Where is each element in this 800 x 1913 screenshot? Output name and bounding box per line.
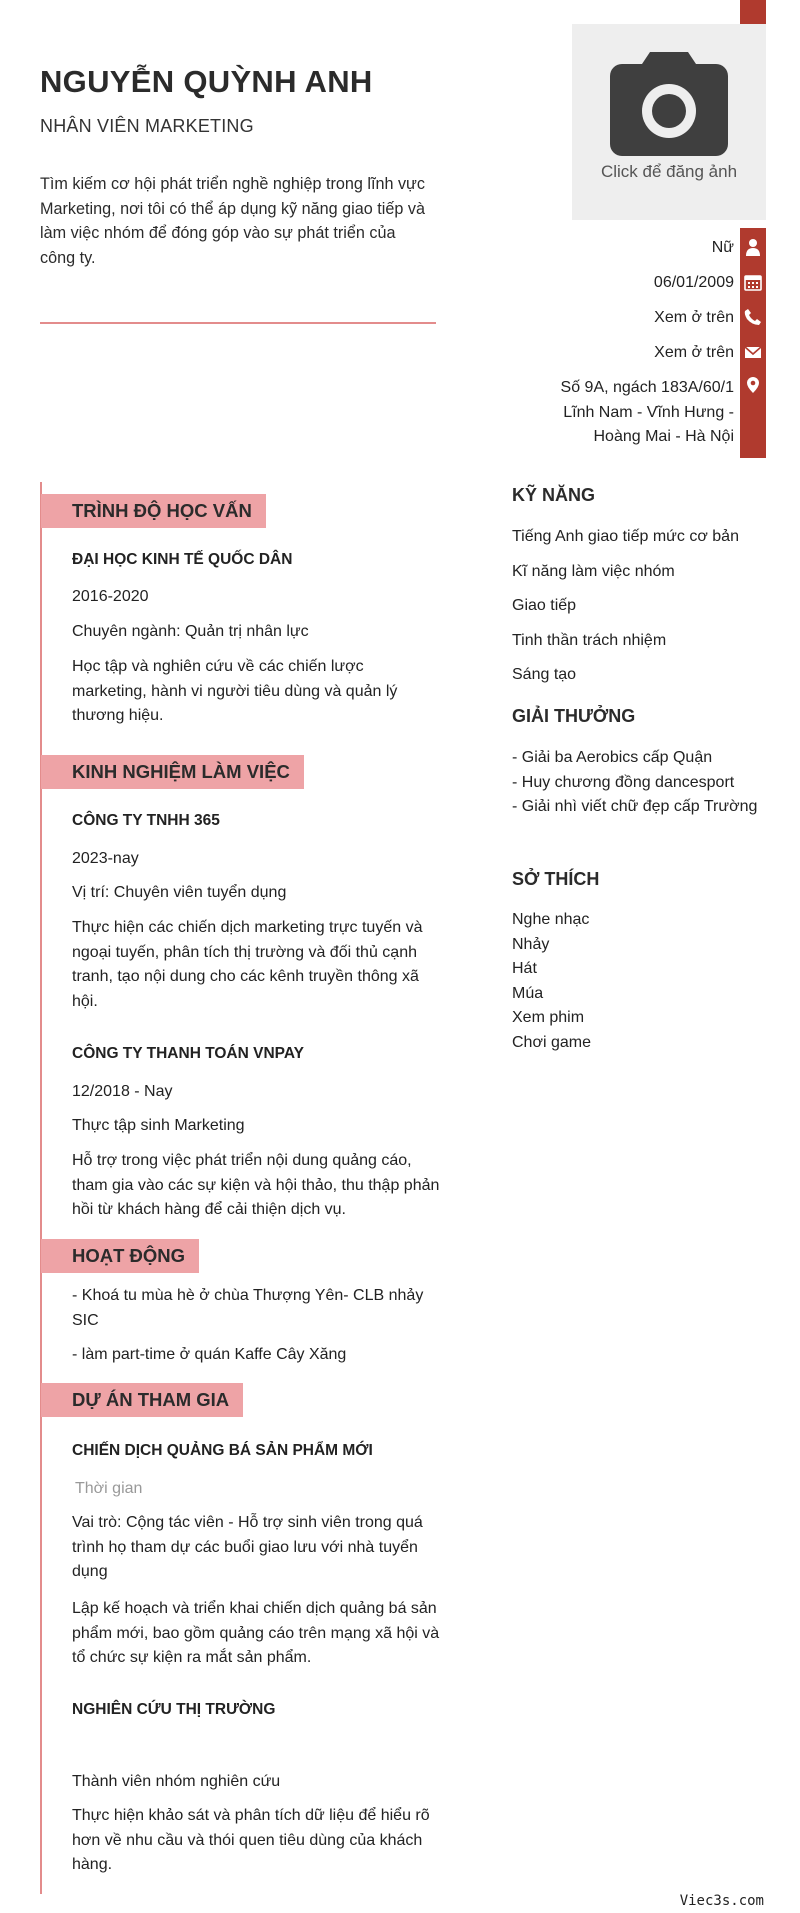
project-role: Vai trò: Cộng tác viên - Hỗ trợ sinh viên trong quá trình họ tham dự các buổi giao lưu với nhà tuyển dụng — [72, 1514, 423, 1580]
skill-item: Kĩ năng làm việc nhóm — [512, 563, 675, 580]
job-position: Vị trí: Chuyên viên tuyển dụng — [72, 884, 287, 901]
hobby-item: Hát — [512, 960, 537, 977]
education-major: Chuyên ngành: Quản trị nhân lực — [72, 623, 309, 640]
project-name: CHIẾN DỊCH QUẢNG BÁ SẢN PHẨM MỚI — [72, 1442, 373, 1459]
gender-value: Nữ — [711, 239, 734, 256]
candidate-name: NGUYỄN QUỲNH ANH — [40, 64, 373, 99]
email-icon — [744, 343, 762, 361]
job-company: CÔNG TY THANH TOÁN VNPAY — [72, 1045, 304, 1062]
section-title-projects: DỰ ÁN THAM GIA — [41, 1383, 243, 1417]
skill-item: Tinh thần trách nhiệm — [512, 632, 667, 649]
address-value: Số 9A, ngách 183A/60/1 Lĩnh Nam - Vĩnh Hưng - Hoàng Mai - Hà Nội — [560, 379, 734, 445]
job-description: Thực hiện các chiến dịch marketing trực tuyến và ngoại tuyến, phân tích thị trường và đối thủ cạnh tranh, tạo nội dung cho các kênh truyền thông xã hội. — [72, 919, 423, 1010]
project-role: Thành viên nhóm nghiên cứu — [72, 1773, 281, 1790]
award-item: - Giải ba Aerobics cấp Quận — [512, 749, 713, 766]
section-title-skills: KỸ NĂNG — [512, 485, 596, 505]
phone-value: Xem ở trên — [654, 309, 734, 326]
activity-item: - làm part-time ở quán Kaffe Cây Xăng — [72, 1346, 347, 1363]
hobby-item: Chơi game — [512, 1034, 591, 1051]
award-item: - Huy chương đồng dancesport — [512, 774, 735, 791]
skill-item: Giao tiếp — [512, 597, 577, 614]
photo-upload[interactable] — [572, 24, 766, 220]
photo-upload-label: Click để đăng ảnh — [600, 162, 738, 181]
activity-item: - Khoá tu mùa hè ở chùa Thượng Yên- CLB nhảy SIC — [72, 1287, 424, 1329]
job-title: NHÂN VIÊN MARKETING — [40, 116, 254, 136]
career-objective: Tìm kiếm cơ hội phát triển nghề nghiệp trong lĩnh vực Marketing, nơi tôi có thể áp dụng kỹ năng giao tiếp và làm việc nhóm để đóng góp vào sự phát triển của công ty. — [40, 175, 425, 267]
camera-icon — [610, 52, 728, 156]
section-title-awards: GIẢI THƯỞNG — [512, 706, 636, 726]
header-divider — [40, 322, 436, 324]
section-title-experience: KINH NGHIỆM LÀM VIỆC — [41, 755, 304, 789]
job-period: 12/2018 - Nay — [72, 1083, 173, 1100]
skill-item: Tiếng Anh giao tiếp mức cơ bản — [512, 528, 739, 545]
section-title-activities: HOẠT ĐỘNG — [41, 1239, 199, 1273]
footer-watermark: Viec3s.com — [679, 1893, 764, 1909]
project-name: NGHIÊN CỨU THỊ TRƯỜNG — [72, 1701, 276, 1718]
job-period: 2023-nay — [72, 850, 139, 867]
hobby-item: Nhảy — [512, 936, 550, 953]
project-description: Thực hiện khảo sát và phân tích dữ liệu để hiểu rõ hơn về nhu cầu và thói quen tiêu dùng của khách hàng. — [72, 1807, 430, 1873]
skill-item: Sáng tạo — [512, 666, 577, 683]
hobby-item: Múa — [512, 985, 544, 1002]
calendar-icon — [744, 273, 762, 291]
education-description: Học tập và nghiên cứu về các chiến lược marketing, hành vi người tiêu dùng và quản lý thương hiệu. — [72, 658, 398, 724]
project-time: Thời gian — [75, 1480, 143, 1497]
job-position: Thực tập sinh Marketing — [72, 1117, 245, 1134]
education-period: 2016-2020 — [72, 588, 149, 605]
email-value: Xem ở trên — [654, 344, 734, 361]
phone-icon — [744, 308, 762, 326]
hobby-item: Xem phim — [512, 1009, 585, 1026]
location-pin-icon — [744, 376, 762, 394]
section-title-education: TRÌNH ĐỘ HỌC VẤN — [41, 494, 266, 528]
job-description: Hỗ trợ trong việc phát triển nội dung quảng cáo, tham gia vào các sự kiện và hội thảo, thu thập phản hồi từ khách hàng để cải thiện dịch vụ. — [72, 1152, 440, 1218]
education-school: ĐẠI HỌC KINH TẾ QUỐC DÂN — [72, 551, 293, 568]
dob-value: 06/01/2009 — [653, 274, 734, 291]
section-title-hobbies: SỞ THÍCH — [512, 869, 600, 889]
hobby-item: Nghe nhạc — [512, 911, 590, 928]
award-item: - Giải nhì viết chữ đẹp cấp Trường — [512, 798, 758, 815]
job-company: CÔNG TY TNHH 365 — [72, 812, 220, 829]
top-accent-bar — [740, 0, 766, 24]
timeline-line — [40, 482, 42, 1894]
person-icon — [744, 238, 762, 256]
project-description: Lập kế hoạch và triển khai chiến dịch quảng bá sản phẩm mới, bao gồm quảng cáo trên mạng xã hội và tổ chức sự kiện ra mắt sản phẩm. — [72, 1600, 440, 1666]
